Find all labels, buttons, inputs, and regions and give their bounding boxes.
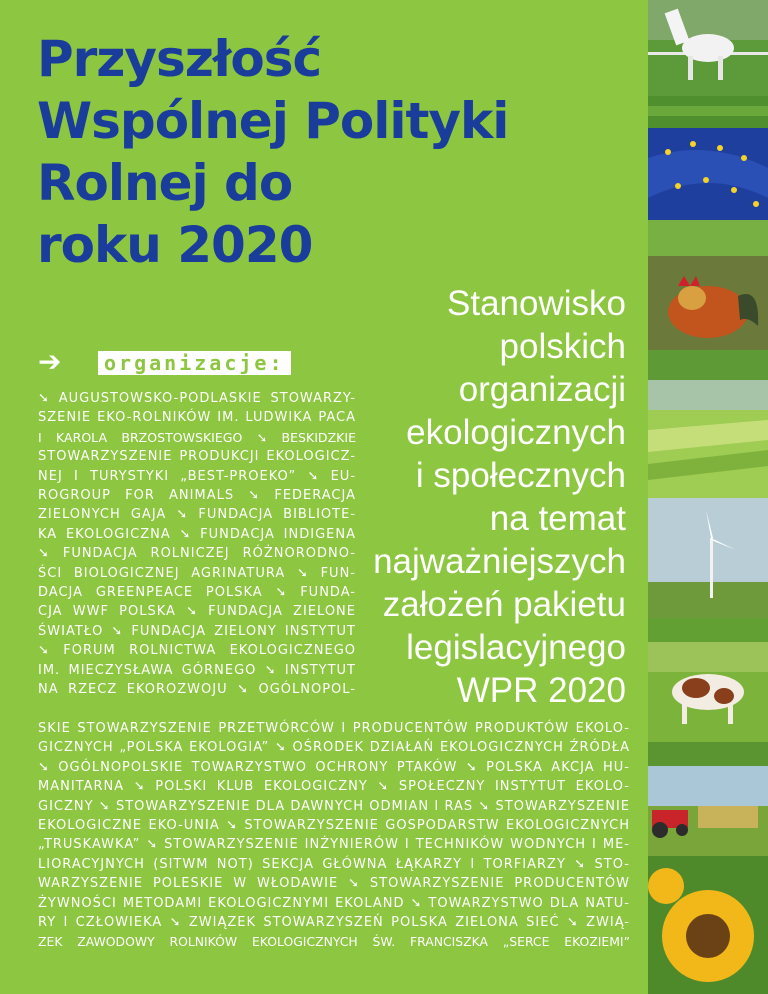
wind-turbine-photo [648,498,768,618]
subtitle-line: Stanowisko [447,284,626,323]
sunflower-photo [648,856,768,994]
organizations-line: ZIELONYCH GAJA ➘ FUNDACJA BIBLIOTE- [38,507,356,523]
title-line: roku 2020 [37,216,313,274]
subtitle-line: założeń pakietu [382,585,626,624]
grass-divider-4 [648,618,768,642]
organizations-line: ➘ FORUM ROLNICTWA EKOLOGICZNEGO [38,643,356,659]
organizations-line: ➘ AUGUSTOWSKO-PODLASKIE STOWARZY- [38,391,356,406]
organizations-line: MANITARNA ➘ POLSKI KLUB EKOLOGICZNY ➘ SPOŁECZNY INSTYTUT EKOLO- [38,779,630,795]
subtitle-line: ekologicznych [406,413,626,452]
subtitle-line: polskich [499,327,626,366]
grass-divider-3 [648,350,768,380]
subtitle-line: na temat [489,499,626,538]
organizations-line: EKOLOGICZNE EKO-UNIA ➘ STOWARZYSZENIE GOSPODARSTW EKOLOGICZNYCH [38,818,630,834]
subtitle-line: i społecznych [415,456,626,495]
field-photo [648,380,768,498]
organizations-line: DACJA GREENPEACE POLSKA ➘ FUNDA- [38,585,356,601]
organizations-line: ➘ FUNDACJA ROLNICZEJ RÓŻNORODNO- [38,546,356,562]
page-title [37,28,597,276]
title-line: Wspólnej Polityki [37,92,509,150]
grass-divider-5 [648,742,768,766]
organizations-line: NEJ I TURYSTYKI „BEST-PROEKO” ➘ EU- [38,468,356,484]
title-line: Rolnej do [37,154,293,212]
organizations-line: ➘ OGÓLNOPOLSKIE TOWARZYSTWO OCHRONY PTAKÓW ➘ POLSKA AKCJA HU- [38,759,630,775]
organizations-line: ZEK ZAWODOWY ROLNIKÓW EKOLOGICZNYCH ŚW. FRANCISZKA „SERCE EKOZIEMI” [38,934,630,950]
grass-divider-2 [648,220,768,256]
organizations-line: ŚCI BIOLOGICZNEJ AGRINATURA ➘ FUN- [38,565,356,581]
rooster-photo [648,256,768,350]
organizations-line: GICZNYCH „POLSKA EKOLOGIA” ➘ OŚRODEK DZIAŁAŃ EKOLOGICZNYCH ŹRÓDŁA [38,740,630,756]
organizations-line: SKIE STOWARZYSZENIE PRZETWÓRCÓW I PRODUCENTÓW PRODUKTÓW EKOLO- [38,721,630,736]
organizations-line: ŚWIATŁO ➘ FUNDACJA ZIELONY INSTYTUT [38,623,356,639]
grass-divider [648,96,768,128]
subtitle-line: WPR 2020 [456,671,626,710]
cow-photo [648,642,768,742]
organizations-line: NA RZECZ EKOROZWOJU ➘ OGÓLNOPOL- [38,682,356,698]
organizations-label: organizacje: [98,351,291,375]
organizations-line: IM. MIECZYSŁAWA GÓRNEGO ➘ INSTYTUT [38,662,356,678]
organizations-line: RY I CZŁOWIEKA ➘ ZWIĄZEK STOWARZYSZEŃ POLSKA ZIELONA SIEĆ ➘ ZWIĄ- [38,915,630,931]
organizations-line: ŻYWNOŚCI METODAMI EKOLOGICZNYMI EKOLAND ➘ TOWARZYSTWO DLA NATU- [38,895,630,911]
organizations-line: ROGROUP FOR ANIMALS ➘ FEDERACJA [38,488,356,504]
organizations-line: LIORACYJNYCH (SITWM NOT) SEKCJA GŁÓWNA ŁĄKARZY I TORFIARZY ➘ STO- [38,856,630,872]
subtitle-line: organizacji [458,370,626,409]
subtitle [326,282,626,712]
tractor-photo [648,766,768,856]
organizations-line: „TRUSKAWKA” ➘ STOWARZYSZENIE INŻYNIERÓW I TECHNIKÓW WODNYCH I ME- [38,837,630,853]
organizations-line: STOWARZYSZENIE PRODUKCJI EKOLOGICZ- [38,449,356,465]
horse-photo [648,0,768,96]
organizations-line: I KAROLA BRZOSTOWSKIEGO ➘ BESKIDZKIE [38,429,356,445]
arrow-right-icon: ➔ [38,345,62,378]
organizations-line: GICZNY ➘ STOWARZYSZENIE DLA DAWNYCH ODMIAN I RAS ➘ STOWARZYSZENIE [38,798,630,814]
subtitle-line: najważniejszych [373,542,626,581]
organizations-list-bottom [38,719,630,952]
subtitle-line: legislacyjnego [406,628,626,667]
organizations-line: CJA WWF POLSKA ➘ FUNDACJA ZIELONE [38,604,356,620]
organizations-line: WARZYSZENIE POLESKIE W WŁODAWIE ➘ STOWARZYSZENIE PRODUCENTÓW [38,876,630,892]
organizations-list-top [38,389,356,700]
organizations-line: KA EKOLOGICZNA ➘ FUNDACJA INDIGENA [38,526,356,542]
organizations-line: SZENIE EKO-ROLNIKÓW IM. LUDWIKA PACA [38,410,356,426]
title-line: Przyszłość [37,30,322,88]
eu-flag-photo [648,128,768,220]
